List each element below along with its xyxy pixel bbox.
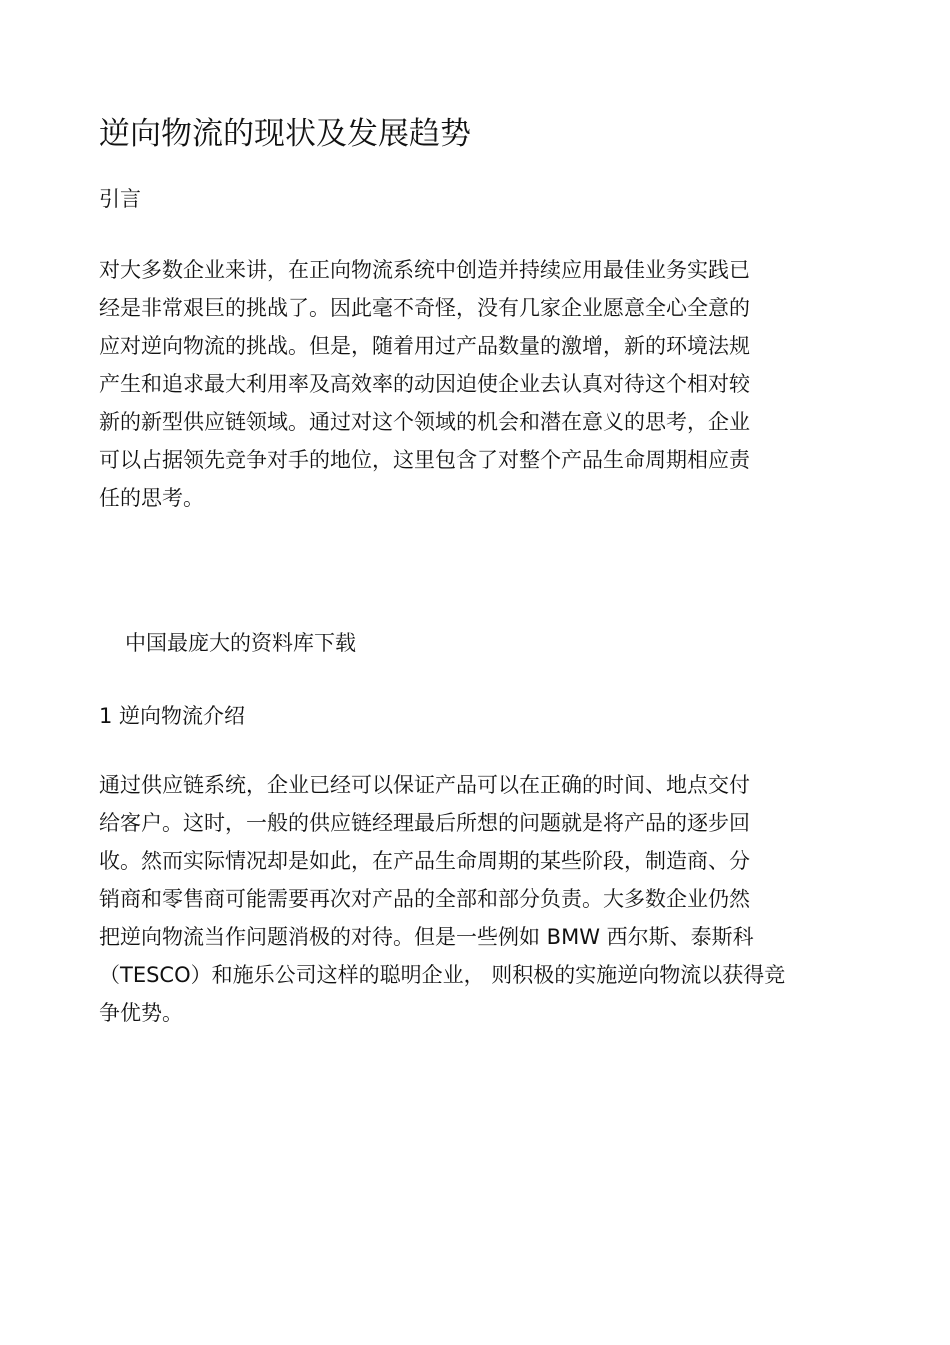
paragraph-line: 通过供应链系统，企业已经可以保证产品可以在正确的时间、地点交付	[99, 773, 750, 797]
paragraph-line: 对大多数企业来讲，在正向物流系统中创造并持续应用最佳业务实践已	[99, 258, 750, 282]
paragraph-line: 任的思考。	[99, 486, 204, 510]
paragraph-line: 经是非常艰巨的挑战了。因此毫不奇怪，没有几家企业愿意全心全意的	[99, 296, 750, 320]
paragraph-line: 销商和零售商可能需要再次对产品的全部和部分负责。大多数企业仍然	[99, 887, 750, 911]
paragraph-line: 可以占据领先竞争对手的地位，这里包含了对整个产品生命周期相应责	[99, 448, 750, 472]
download-note: 中国最庞大的资料库下载	[125, 631, 356, 655]
intro-heading: 引言	[99, 187, 141, 211]
document-title: 逆向物流的现状及发展趋势	[99, 116, 471, 152]
section-1-heading: 1 逆向物流介绍	[99, 704, 246, 728]
section-1-paragraph	[99, 766, 785, 1032]
paragraph-line: 新的新型供应链领域。通过对这个领域的机会和潜在意义的思考，企业	[99, 410, 750, 434]
paragraph-line: 给客户。这时，一般的供应链经理最后所想的问题就是将产品的逐步回	[99, 811, 750, 835]
paragraph-line: 应对逆向物流的挑战。但是，随着用过产品数量的激增，新的环境法规	[99, 334, 750, 358]
intro-paragraph	[99, 251, 750, 517]
paragraph-line: （TESCO）和施乐公司这样的聪明企业， 则积极的实施逆向物流以获得竞	[99, 963, 786, 987]
paragraph-line: 把逆向物流当作问题消极的对待。但是一些例如 BMW 西尔斯、泰斯科	[99, 925, 754, 949]
paragraph-line: 收。然而实际情况却是如此，在产品生命周期的某些阶段，制造商、分	[99, 849, 750, 873]
paragraph-line: 争优势。	[99, 1001, 183, 1025]
paragraph-line: 产生和追求最大利用率及高效率的动因迫使企业去认真对待这个相对较	[99, 372, 750, 396]
